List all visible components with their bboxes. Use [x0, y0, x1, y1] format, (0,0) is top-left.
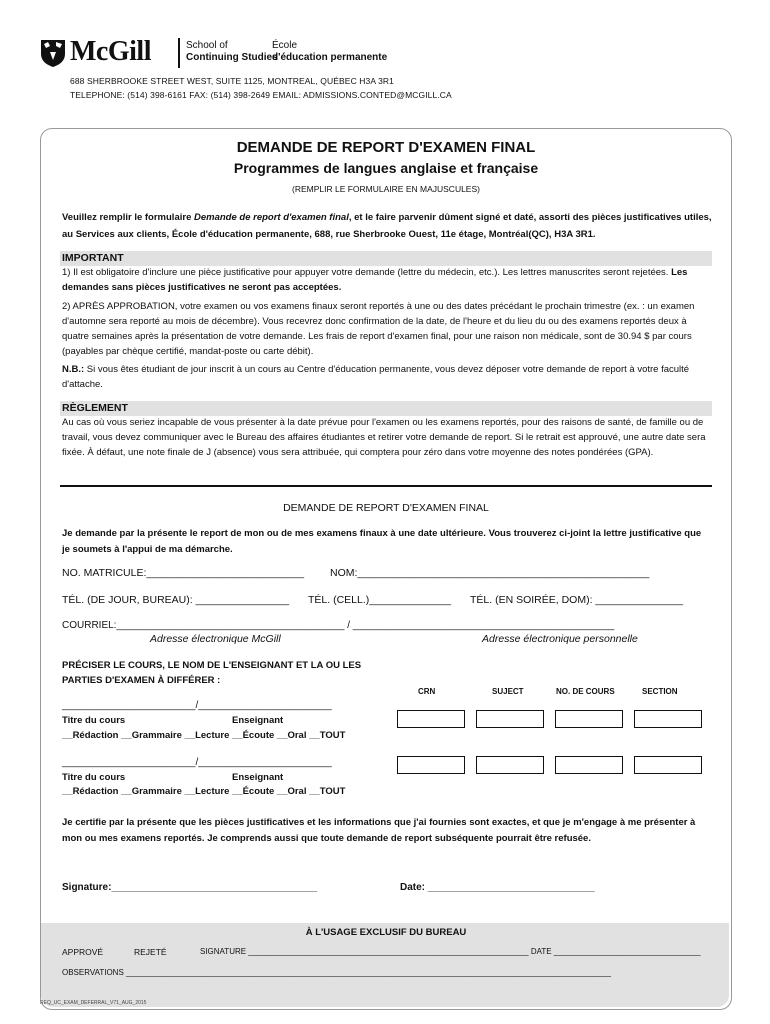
nom-field[interactable]: NOM:__________________________________________________ [330, 567, 650, 579]
course-instructions: PRÉCISER LE COURS, LE NOM DE L'ENSEIGNANT ET LA OU LES PARTIES D'EXAMEN À DIFFÉRER : [62, 660, 362, 686]
important-item-2: 2) APRÈS APPROBATION, votre examen ou vos examens finaux seront reportés à une ou des dates précédant le prochain trimestre (ex. : un examen d'automne sera reporté au mois de décembre). Vous recevrez donc confirmation de la date, de l'heure et du lieu du ou des examens reportés deux à quatre semaines après la présentation de votre demande. Les frais de report d'examen final, pour une raison non médicale, sont de 30.94 $ par cours (payables par chèque certifié, mandat-poste ou carte débit). [62, 301, 695, 357]
contact-address: 688 SHERBROOKE STREET WEST, SUITE 1125, MONTREAL, QUÉBEC H3A 3R1 TELEPHONE: (514) 398-6161 FAX: (514) 398-2649 EMAIL: ADMISSIONS.CONTED@MCGILL.CA [70, 76, 452, 100]
course1-parts[interactable]: __Rédaction __Grammaire __Lecture __Écoute __Oral __TOUT [62, 730, 346, 741]
course1-section-box[interactable] [634, 710, 702, 728]
form-subtitle: Programmes de langues anglaise et française [233, 160, 539, 176]
course1-crn-box[interactable] [397, 710, 465, 728]
course2-teacher-label: Enseignant [232, 772, 284, 783]
reglement-text: Au cas où vous seriez incapable de vous présenter à la date prévue pour l'examen ou les examens reportés, pour des raisons de santé, de famille ou de travail, vous devez communiquer avec le Bureau des affaires étudiantes et retirer votre demande de report. Si le retrait est approuvé, une autre date sera fixée. À défaut, une note finale de J (absence) vous sera attribuée, qui comptera pour zéro dans votre moyenne des notes pondérées (GPA). [62, 417, 706, 458]
section-divider [60, 485, 712, 487]
form-instruction: (REMPLIR LE FORMULAIRE EN MAJUSCULES) [292, 184, 480, 194]
course1-number-box[interactable] [555, 710, 623, 728]
logo-divider [178, 38, 180, 68]
nb-note: N.B.: Si vous êtes étudiant de jour inscrit à un cours au Centre d'éducation permanente, vous devez déposer votre demande de report à votre faculté d'attache. [62, 364, 690, 390]
col-header-subject: SUJECT [492, 687, 524, 696]
date-field[interactable]: Date: ______________________________ [400, 882, 595, 893]
school-name-fr: École d'éducation permanente [272, 40, 388, 63]
matricule-field[interactable]: NO. MATRICULE:___________________________ [62, 567, 305, 579]
intro-paragraph: Veuillez remplir le formulaire Demande de report d'examen final, et le faire parvenir dûment signé et daté, assorti des pièces justificatives utiles, au Services aux clients, École d'éducation permanente, 688, rue Sherbrooke Ouest, 11e étage, Montréal(QC), H3A 3R1. [62, 212, 712, 240]
courriel-perso-label: Adresse électronique personnelle [482, 633, 638, 645]
tel-cell-field[interactable]: TÉL. (CELL.)______________ [308, 594, 452, 606]
mcgill-logo-text: McGill [70, 36, 151, 67]
signature-field[interactable]: Signature:_____________________________________ [62, 882, 318, 893]
col-header-section: SECTION [642, 687, 678, 696]
course2-line[interactable]: ________________________/________________________ [62, 757, 332, 768]
form-code: REQ_UC_EXAM_DEFERRAL_V71_AUG_2015 [40, 1000, 147, 1006]
mcgill-crest-icon [40, 38, 66, 68]
course1-line[interactable]: ________________________/________________________ [62, 700, 332, 711]
courriel-mcgill-label: Adresse électronique McGill [150, 633, 281, 645]
request-section-title: DEMANDE DE REPORT D'EXAMEN FINAL [283, 502, 489, 514]
course1-title-label: Titre du cours [62, 715, 126, 726]
important-item-1: 1) Il est obligatoire d'inclure une pièce justificative pour appuyer votre demande (lettre du médecin, etc.). Les lettres manuscrites seront rejetées. Les demandes sans pièces justificatives ne seront pas acceptées. [62, 267, 688, 293]
course2-section-box[interactable] [634, 756, 702, 774]
col-header-crn: CRN [418, 687, 436, 696]
request-statement: Je demande par la présente le report de mon ou de mes examens finaux à une date ultérieure. Vous trouverez ci-joint la lettre justificative que je soumets à l'appui de ma démarche. [62, 528, 702, 555]
col-header-course-no: NO. DE COURS [556, 687, 615, 696]
courriel-field[interactable]: COURRIEL:_________________________________________ / _______________________________________________ [62, 620, 615, 631]
course1-teacher-label: Enseignant [232, 715, 284, 726]
office-rejected[interactable]: REJETÉ [134, 947, 167, 957]
office-use-title: À L'USAGE EXCLUSIF DU BUREAU [305, 927, 467, 938]
course1-subject-box[interactable] [476, 710, 544, 728]
school-name-en: School of Continuing Studies [186, 40, 278, 63]
office-approved[interactable]: APPROVÉ [62, 947, 104, 957]
tel-jour-field[interactable]: TÉL. (DE JOUR, BUREAU): ________________ [62, 594, 290, 606]
certification-statement: Je certifie par la présente que les pièces justificatives et les informations que j'ai fournies sont exactes, et que je m'engage à me présenter à mon ou mes examens reportés. Je comprends aussi que toute demande de report subséquente pourrait être refusée. [62, 817, 696, 844]
tel-soir-field[interactable]: TÉL. (EN SOIRÉE, DOM): _______________ [470, 594, 684, 606]
course2-title-label: Titre du cours [62, 772, 126, 783]
office-observations[interactable]: OBSERVATIONS _____________________________________________________________________________________________________________ [62, 968, 611, 977]
form-title: DEMANDE DE REPORT D'EXAMEN FINAL [236, 139, 536, 156]
course2-parts[interactable]: __Rédaction __Grammaire __Lecture __Écoute __Oral __TOUT [62, 786, 346, 797]
important-heading: IMPORTANT [60, 251, 712, 266]
reglement-heading: RÈGLEMENT [60, 401, 712, 416]
course2-crn-box[interactable] [397, 756, 465, 774]
course2-subject-box[interactable] [476, 756, 544, 774]
course2-number-box[interactable] [555, 756, 623, 774]
office-signature-date[interactable]: SIGNATURE _______________________________________________________________ DATE _________________________________ [200, 947, 701, 956]
